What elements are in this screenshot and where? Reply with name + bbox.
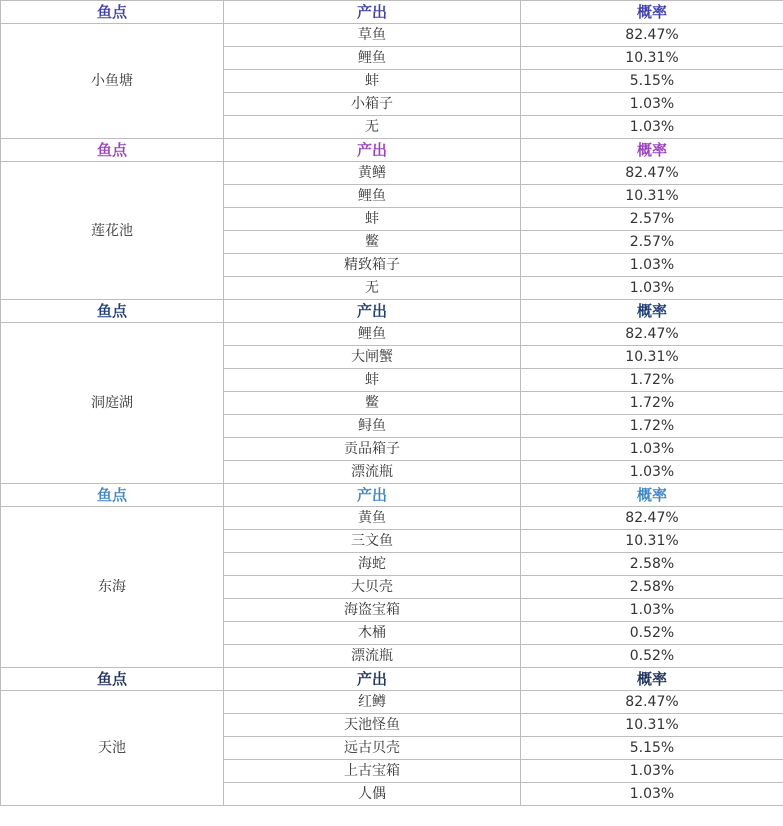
column-header-rate: 概率: [521, 668, 783, 691]
output-item: 漂流瓶: [224, 461, 521, 484]
drop-rate: 1.03%: [521, 783, 783, 806]
column-header-rate: 概率: [521, 1, 783, 24]
section-header-row: [1, 668, 783, 691]
output-item: 蚌: [224, 208, 521, 231]
drop-rate: 1.03%: [521, 438, 783, 461]
drop-rate: 82.47%: [521, 323, 783, 346]
column-header-output: 产出: [224, 484, 521, 507]
output-item: 精致箱子: [224, 254, 521, 277]
section-header-row: [1, 1, 783, 24]
output-item: 远古贝壳: [224, 737, 521, 760]
output-item: 贡品箱子: [224, 438, 521, 461]
column-header-output: 产出: [224, 1, 521, 24]
table-row: [1, 507, 783, 530]
output-item: 红鳟: [224, 691, 521, 714]
output-item: 蚌: [224, 70, 521, 93]
section-header-row: [1, 139, 783, 162]
fishing-spot-name: 天池: [1, 691, 224, 806]
output-item: 大贝壳: [224, 576, 521, 599]
output-item: 黄鱼: [224, 507, 521, 530]
drop-rate: 10.31%: [521, 346, 783, 369]
output-item: 天池怪鱼: [224, 714, 521, 737]
drop-rate: 2.58%: [521, 553, 783, 576]
output-item: 三文鱼: [224, 530, 521, 553]
drop-rate: 1.03%: [521, 599, 783, 622]
table-row: [1, 323, 783, 346]
drop-rate: 2.58%: [521, 576, 783, 599]
drop-rate: 10.31%: [521, 714, 783, 737]
output-item: 鳖: [224, 231, 521, 254]
table-row: [1, 691, 783, 714]
table-body: [1, 1, 783, 806]
output-item: 海盗宝箱: [224, 599, 521, 622]
output-item: 鲤鱼: [224, 185, 521, 208]
column-header-spot: 鱼点: [1, 139, 224, 162]
table-row: [1, 162, 783, 185]
drop-rate: 10.31%: [521, 530, 783, 553]
drop-rate: 1.03%: [521, 277, 783, 300]
drop-rate: 1.03%: [521, 254, 783, 277]
drop-rate: 1.03%: [521, 461, 783, 484]
output-item: 鳖: [224, 392, 521, 415]
drop-rate: 0.52%: [521, 622, 783, 645]
column-header-spot: 鱼点: [1, 668, 224, 691]
output-item: 漂流瓶: [224, 645, 521, 668]
column-header-output: 产出: [224, 668, 521, 691]
output-item: 海蛇: [224, 553, 521, 576]
drop-rate: 1.03%: [521, 760, 783, 783]
drop-rate: 5.15%: [521, 737, 783, 760]
drop-rate: 2.57%: [521, 231, 783, 254]
drop-rate: 82.47%: [521, 691, 783, 714]
column-header-output: 产出: [224, 300, 521, 323]
fishing-spot-name: 洞庭湖: [1, 323, 224, 484]
column-header-output: 产出: [224, 139, 521, 162]
drop-rate: 5.15%: [521, 70, 783, 93]
drop-rate: 10.31%: [521, 47, 783, 70]
drop-rate: 10.31%: [521, 185, 783, 208]
table-row: [1, 24, 783, 47]
fishing-spot-name: 莲花池: [1, 162, 224, 300]
column-header-spot: 鱼点: [1, 300, 224, 323]
output-item: 鲟鱼: [224, 415, 521, 438]
output-item: 黄鳝: [224, 162, 521, 185]
section-header-row: [1, 484, 783, 507]
output-item: 上古宝箱: [224, 760, 521, 783]
output-item: 无: [224, 116, 521, 139]
drop-rate: 1.03%: [521, 93, 783, 116]
output-item: 木桶: [224, 622, 521, 645]
output-item: 无: [224, 277, 521, 300]
output-item: 鲤鱼: [224, 47, 521, 70]
drop-rate: 2.57%: [521, 208, 783, 231]
column-header-spot: 鱼点: [1, 1, 224, 24]
output-item: 大闸蟹: [224, 346, 521, 369]
output-item: 人偶: [224, 783, 521, 806]
drop-rate: 1.03%: [521, 116, 783, 139]
output-item: 草鱼: [224, 24, 521, 47]
output-item: 蚌: [224, 369, 521, 392]
drop-rate: 1.72%: [521, 369, 783, 392]
drop-rate: 82.47%: [521, 162, 783, 185]
drop-rate: 1.72%: [521, 392, 783, 415]
output-item: 鲤鱼: [224, 323, 521, 346]
column-header-rate: 概率: [521, 139, 783, 162]
section-header-row: [1, 300, 783, 323]
column-header-rate: 概率: [521, 484, 783, 507]
drop-rate: 82.47%: [521, 24, 783, 47]
fishing-spot-name: 小鱼塘: [1, 24, 224, 139]
drop-rate: 1.72%: [521, 415, 783, 438]
fishing-spot-name: 东海: [1, 507, 224, 668]
output-item: 小箱子: [224, 93, 521, 116]
column-header-spot: 鱼点: [1, 484, 224, 507]
drop-rate: 0.52%: [521, 645, 783, 668]
column-header-rate: 概率: [521, 300, 783, 323]
drop-rate: 82.47%: [521, 507, 783, 530]
